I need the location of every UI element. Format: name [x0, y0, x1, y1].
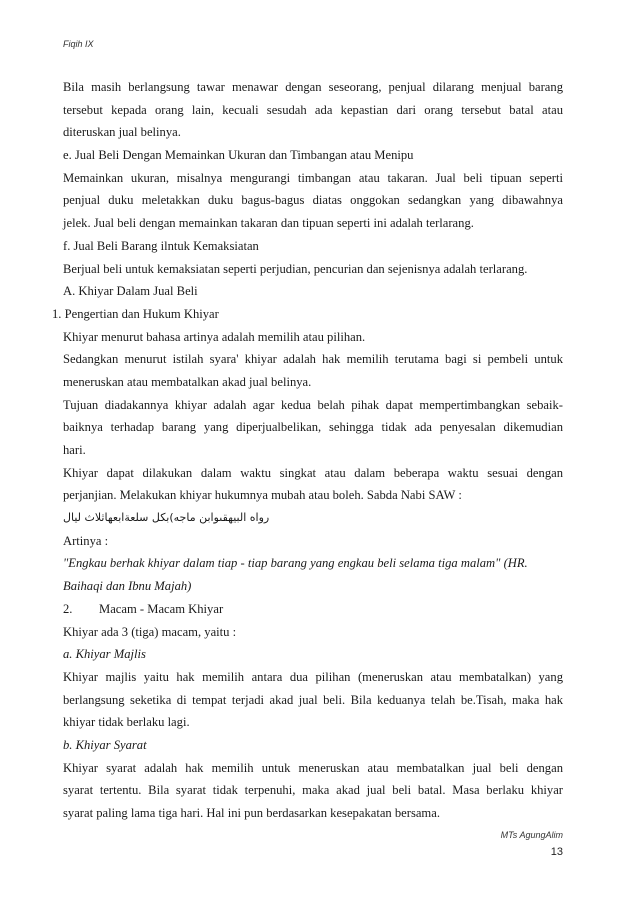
body-line: Khiyar majlis yaitu hak memilih antara dua pilihan (meneruskan atau membatalkan) yang [63, 669, 563, 684]
body-line: tersebut kepada orang lain, kecuali sesudah ada kepastian dari orang tersebut batal atau [63, 102, 563, 117]
running-header: Fiqih IX [63, 39, 94, 49]
page-number: 13 [550, 846, 563, 858]
numbered-heading-1: 1. Pengertian dan Hukum Khiyar [52, 306, 219, 321]
body-line: Khiyar syarat adalah hak memilih untuk meneruskan atau membatalkan jual beli dengan [63, 760, 563, 775]
body-line: Sedangkan menurut istilah syara' khiyar adalah hak memilih terutama bagi si pembeli untuk [63, 352, 563, 367]
footer-school: MTs AgungAlim [500, 830, 563, 840]
body-line: Khiyar ada 3 (tiga) macam, yaitu : [63, 624, 237, 639]
body-line: syarat tertentu. Bila syarat tidak terpenuhi, maka akad jual beli batal. Masa berlaku khiyar [63, 783, 563, 798]
body-line: baiknya terhadap barang yang diperjualbelikan, sehingga tidak ada penyesalan dikemudian [63, 420, 563, 435]
body-line: meneruskan atau membatalkan akad jual belinya. [63, 374, 312, 389]
body-line: perjanjian. Melakukan khiyar hukumnya mubah atau boleh. Sabda Nabi SAW : [63, 488, 462, 503]
section-heading-a: A. Khiyar Dalam Jual Beli [63, 284, 198, 299]
body-line: Khiyar menurut bahasa artinya adalah memilih atau pilihan. [63, 329, 366, 344]
subsection-heading-khiyar-syarat: b. Khiyar Syarat [63, 737, 147, 752]
page-body [52, 76, 563, 825]
subsection-heading-e: e. Jual Beli Dengan Memainkan Ukuran dan Timbangan atau Menipu [63, 148, 414, 163]
subsection-heading-khiyar-majlis: a. Khiyar Majlis [63, 647, 146, 662]
body-line: jelek. Jual beli dengan memainkan takaran dan tipuan seperti ini adalah terlarang. [63, 216, 474, 231]
heading-text: Macam - Macam Khiyar [99, 601, 224, 616]
body-line: Berjual beli untuk kemaksiatan seperti perjudian, pencurian dan sejenisnya adalah terlarang. [63, 261, 528, 276]
body-line: Memainkan ukuran, misalnya mengurangi timbangan atau takaran. Jual beli tipuan seperti [63, 170, 563, 185]
arabic-hadith-line: رواه البيهقىوابن ماجه)بكل سلعةابعهاثلاث ليال [63, 511, 270, 525]
body-line: Artinya : [63, 533, 109, 548]
hadith-translation-line: "Engkau berhak khiyar dalam tiap - tiap barang yang engkau beli selama tiga malam" (HR. [63, 556, 528, 571]
body-line: Khiyar dapat dilakukan dalam waktu singkat atau dalam beberapa waktu sesuai dengan [63, 465, 563, 480]
heading-number: 2. [63, 601, 73, 616]
numbered-heading-2 [63, 598, 563, 621]
body-line: berlangsung seketika di tempat terjadi akad jual beli. Bila keduanya telah be.Tisah, maka hak [63, 692, 563, 707]
body-line: Bila masih berlangsung tawar menawar dengan seseorang, penjual dilarang menjual barang [63, 80, 563, 94]
body-line: syarat paling lama tiga hari. Hal ini pun berdasarkan kesepakatan bersama. [63, 806, 440, 820]
body-line: hari. [63, 443, 86, 457]
hadith-source-line: Baihaqi dan Ibnu Majah) [63, 579, 192, 594]
body-line: penjual duku meletakkan duku bagus-bagus diatas onggokan sedangkan yang dibawahnya [63, 193, 563, 208]
body-line: diteruskan jual belinya. [63, 125, 181, 140]
body-line: Tujuan diadakannya khiyar adalah agar kedua belah pihak dapat mempertimbangkan sebaik- [63, 397, 563, 412]
subsection-heading-f: f. Jual Beli Barang ilntuk Kemaksiatan [63, 238, 259, 253]
body-line: khiyar tidak berlaku lagi. [63, 715, 190, 730]
